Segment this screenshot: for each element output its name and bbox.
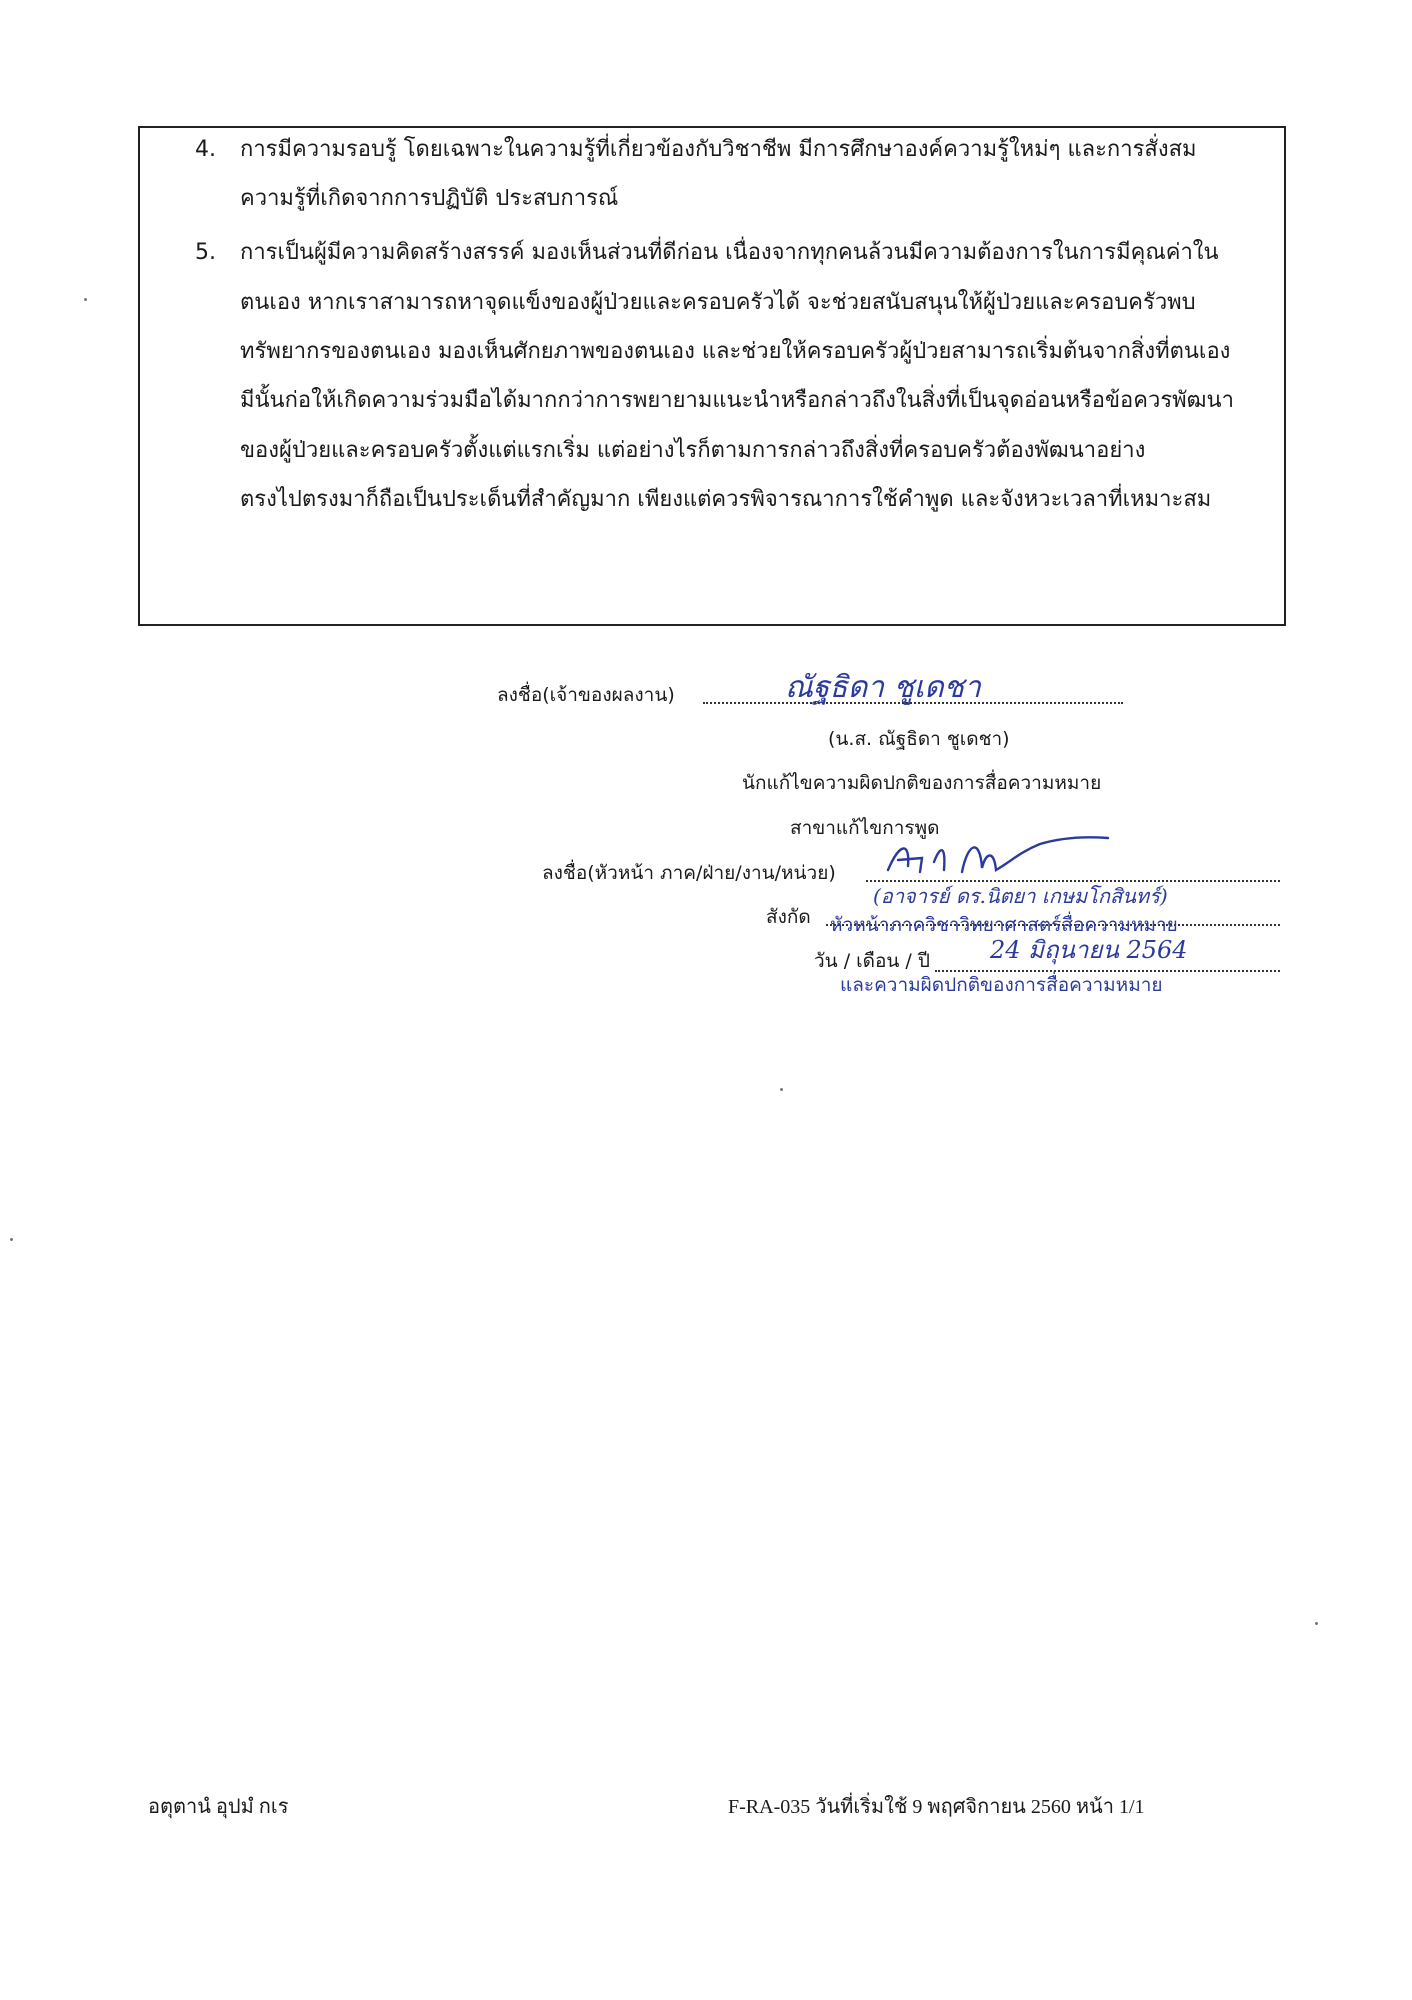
item-line: ของผู้ป่วยและครอบครัวตั้งแต่แรกเริ่ม แต่อย่างไรก็ตามการกล่าวถึงสิ่งที่ครอบครัวต้องพัฒนาอย่าง [240, 438, 1146, 463]
item-line: ความรู้ที่เกิดจากการปฏิบัติ ประสบการณ์ [240, 186, 619, 211]
item-line: การเป็นผู้มีความคิดสร้างสรรค์ มองเห็นส่วนที่ดีก่อน เนื่องจากทุกคนล้วนมีความต้องการในการมีคุณค่าใน [240, 240, 1219, 265]
affiliation-stamp-line1: หัวหน้าภาควิชาวิทยาศาสตร์สื่อความหมาย [830, 914, 1178, 936]
scan-speck [1315, 1622, 1318, 1625]
item-line: ตรงไปตรงมาก็ถือเป็นประเด็นที่สำคัญมาก เพียงแต่ควรพิจารณาการใช้คำพูด และจังหวะเวลาที่เหมาะสม [240, 487, 1212, 512]
head-signature-scribble [870, 822, 1120, 884]
scan-speck [84, 298, 87, 301]
owner-name: (น.ส. ณัฐธิดา ชูเดชา) [828, 728, 1010, 750]
affiliation-label: สังกัด [766, 906, 811, 928]
item-line: มีนั้นก่อให้เกิดความร่วมมือได้มากกว่าการพยายามแนะนำหรือกล่าวถึงในสิ่งที่เป็นจุดอ่อนหรือข้อควรพัฒนา [240, 388, 1234, 413]
item-number: 5. [195, 240, 216, 265]
scan-speck [780, 1088, 783, 1091]
footer-motto: อตุตานํ อุปมํ กเร [148, 1796, 289, 1818]
item-line: ทรัพยากรของตนเอง มองเห็นศักยภาพของตนเอง และช่วยให้ครอบครัวผู้ป่วยสามารถเริ่มต้นจากสิ่งที่ตนเอง [240, 339, 1231, 364]
owner-handwritten-signature: ณัฐธิดา ชูเดชา [785, 670, 981, 705]
item-number: 4. [195, 137, 216, 162]
date-label: วัน / เดือน / ปี [814, 950, 930, 972]
scan-speck [10, 1238, 13, 1241]
affiliation-stamp-line2: และความผิดปกติของการสื่อความหมาย [840, 974, 1163, 996]
footer-form-code: F-RA-035 วันที่เริ่มใช้ 9 พฤศจิกายน 2560 หน้า 1/1 [728, 1796, 1145, 1818]
content-box [138, 126, 1286, 626]
head-signature-label: ลงชื่อ(หัวหน้า ภาค/ฝ่าย/งาน/หน่วย) [542, 862, 836, 884]
owner-department: สาขาแก้ไขการพูด [790, 817, 940, 839]
item-line: ตนเอง หากเราสามารถหาจุดแข็งของผู้ป่วยและครอบครัวได้ จะช่วยสนับสนุนให้ผู้ป่วยและครอบครัวพบ [240, 290, 1196, 315]
date-handwritten: 24 มิถุนายน 2564 [990, 936, 1188, 964]
head-name-stamp: (อาจารย์ ดร.นิตยา เกษมโกสินทร์) [873, 884, 1168, 908]
item-line: การมีความรอบรู้ โดยเฉพาะในความรู้ที่เกี่ยวข้องกับวิชาชีพ มีการศึกษาองค์ความรู้ใหม่ๆ และการสั่งสม [240, 137, 1197, 162]
owner-signature-label: ลงชื่อ(เจ้าของผลงาน) [497, 684, 675, 706]
owner-position: นักแก้ไขความผิดปกติของการสื่อความหมาย [742, 772, 1102, 794]
